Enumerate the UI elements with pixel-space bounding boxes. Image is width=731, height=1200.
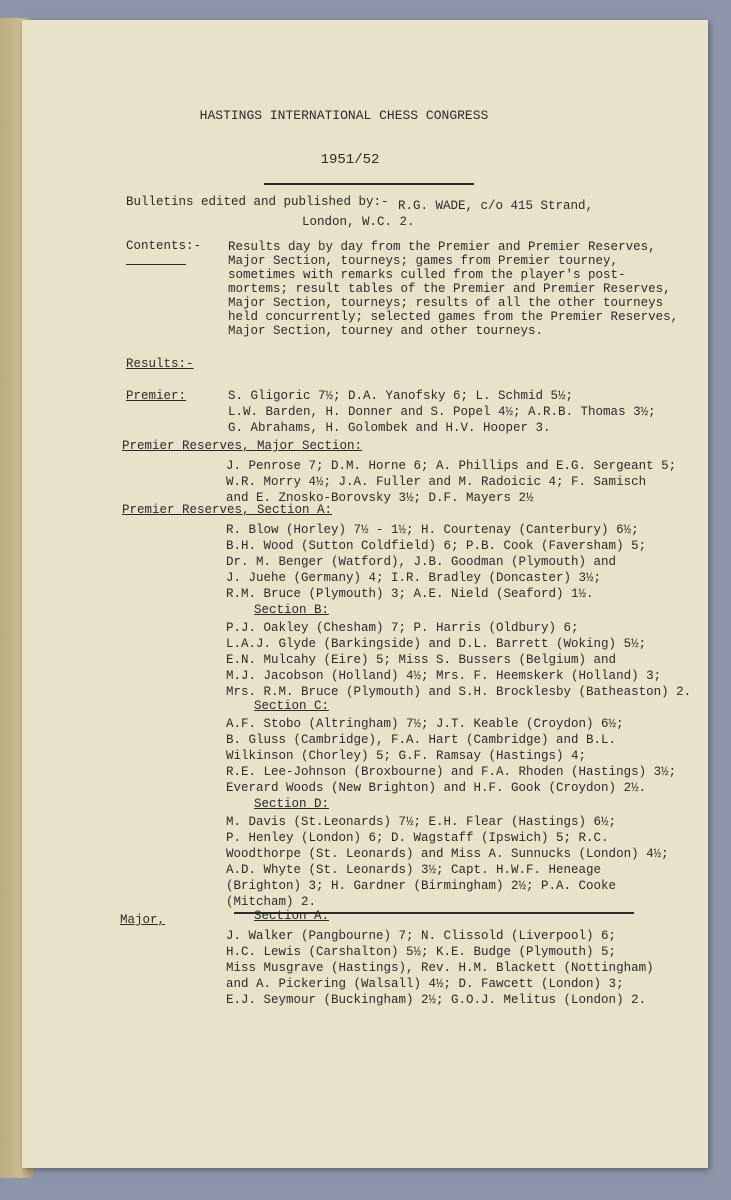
premier-reserves-major-results: J. Penrose 7; D.M. Horne 6; A. Phillips and E.G. Sergeant 5; W.R. Morry 4½; J.A. Fuller and M. Radoicic 4; F. Samisch and E. Znosko-Borovsky 3½; D.F. Mayers 2½ bbox=[226, 459, 677, 505]
results-label: Results:- bbox=[126, 357, 194, 371]
section-b-results: P.J. Oakley (Chesham) 7; P. Harris (Oldbury) 6; L.A.J. Glyde (Barkingside) and D.L. Barrett (Woking) 5½; E.N. Mulcahy (Eire) 5; Miss S. Bussers (Belgium) and M.J. Jacobson (Holland) 4½; Mrs. F. Heemskerk (Holland) 3; Mrs. R.M. Bruce (Plymouth) and S.H. Brocklesby (Batheaston) 2. bbox=[226, 621, 692, 699]
bulletins-value: R.G. WADE, c/o 415 Strand, London, W.C. 2. bbox=[302, 199, 594, 229]
major-section-a-results: J. Walker (Pangbourne) 7; N. Clissold (Liverpool) 6; H.C. Lewis (Carshalton) 5½; K.E. Budge (Plymouth) 5; Miss Musgrave (Hastings), Rev. H.M. Blackett (Nottingham) and A. Pickering (Walsall) 4½; D. Fawcett (London) 3; E.J. Seymour (Buckingham) 2½; G.O.J. Melitus (London) 2. bbox=[226, 929, 654, 1007]
section-d-results: M. Davis (St.Leonards) 7½; E.H. Flear (Hastings) 6½; P. Henley (London) 6; D. Wagstaff (Ipswich) 5; R.C. Woodthorpe (St. Leonards) and Miss A. Sunnucks (London) 4½; A.D. Whyte (St. Leonards) 3½; Capt. H.W.F. Heneage (Brighton) 3; H. Gardner (Birmingham) 2½; P.A. Cooke (Mitcham) 2. bbox=[226, 815, 669, 909]
contents-label: Contents:- bbox=[126, 239, 202, 253]
premier-reserves-section-a-results: R. Blow (Horley) 7½ - 1½; H. Courtenay (Canterbury) 6½; B.H. Wood (Sutton Coldfield) 6; P.B. Cook (Faversham) 5; Dr. M. Benger (Watford), J.B. Goodman (Plymouth) and J. Juehe (Germany) 4; I.R. Bradley (Doncaster) 3½; R.M. Bruce (Plymouth) 3; A.E. Nield (Seaford) 1½. bbox=[226, 523, 647, 601]
section-c-results: A.F. Stobo (Altringham) 7½; J.T. Keable (Croydon) 6½; B. Gluss (Cambridge), F.A. Hart (Cambridge) and B.L. Wilkinson (Chorley) 5; G.F. Ramsay (Hastings) 4; R.E. Lee-Johnson (Broxbourne) and F.A. Rhoden (Hastings) 3½; Everard Woods (New Brighton) and H.F. Gook (Croydon) 2½. bbox=[226, 717, 677, 795]
doc-year: 1951/52 bbox=[320, 152, 380, 168]
section-d-label: Section D: bbox=[254, 797, 330, 811]
premier-results: S. Gligoric 7½; D.A. Yanofsky 6; L. Schmid 5½; L.W. Barden, H. Donner and S. Popel 4½; A.R.B. Thomas 3½; G. Abrahams, H. Golombek and H.V. Hooper 3. bbox=[228, 389, 656, 435]
section-b-label: Section B: bbox=[254, 603, 330, 617]
bulletins-label: Bulletins edited and published by:- bbox=[126, 195, 389, 209]
major-label: Major, bbox=[120, 913, 166, 927]
major-section-a-label: Section A: bbox=[254, 909, 330, 923]
premier-reserves-section-a-label: Premier Reserves, Section A: bbox=[122, 503, 333, 517]
bulletin-page bbox=[22, 20, 708, 1168]
doc-title: HASTINGS INTERNATIONAL CHESS CONGRESS bbox=[199, 108, 489, 123]
premier-reserves-major-label: Premier Reserves, Major Section: bbox=[122, 439, 363, 453]
title-rule bbox=[264, 183, 474, 185]
contents-rule bbox=[126, 264, 186, 265]
contents-text: Results day by day from the Premier and Premier Reserves, Major Section, tourneys; games from Premier tourney, sometimes with remarks culled from the player's post- mortems; result tables of the Premier and Premier Reserves, Major Section, tourneys; results of all the other tourneys held concurrently; selected games from the Premier Reserves, Major Section, tourney and other tourneys. bbox=[228, 240, 679, 338]
section-c-label: Section C: bbox=[254, 699, 330, 713]
premier-label: Premier: bbox=[126, 389, 187, 403]
